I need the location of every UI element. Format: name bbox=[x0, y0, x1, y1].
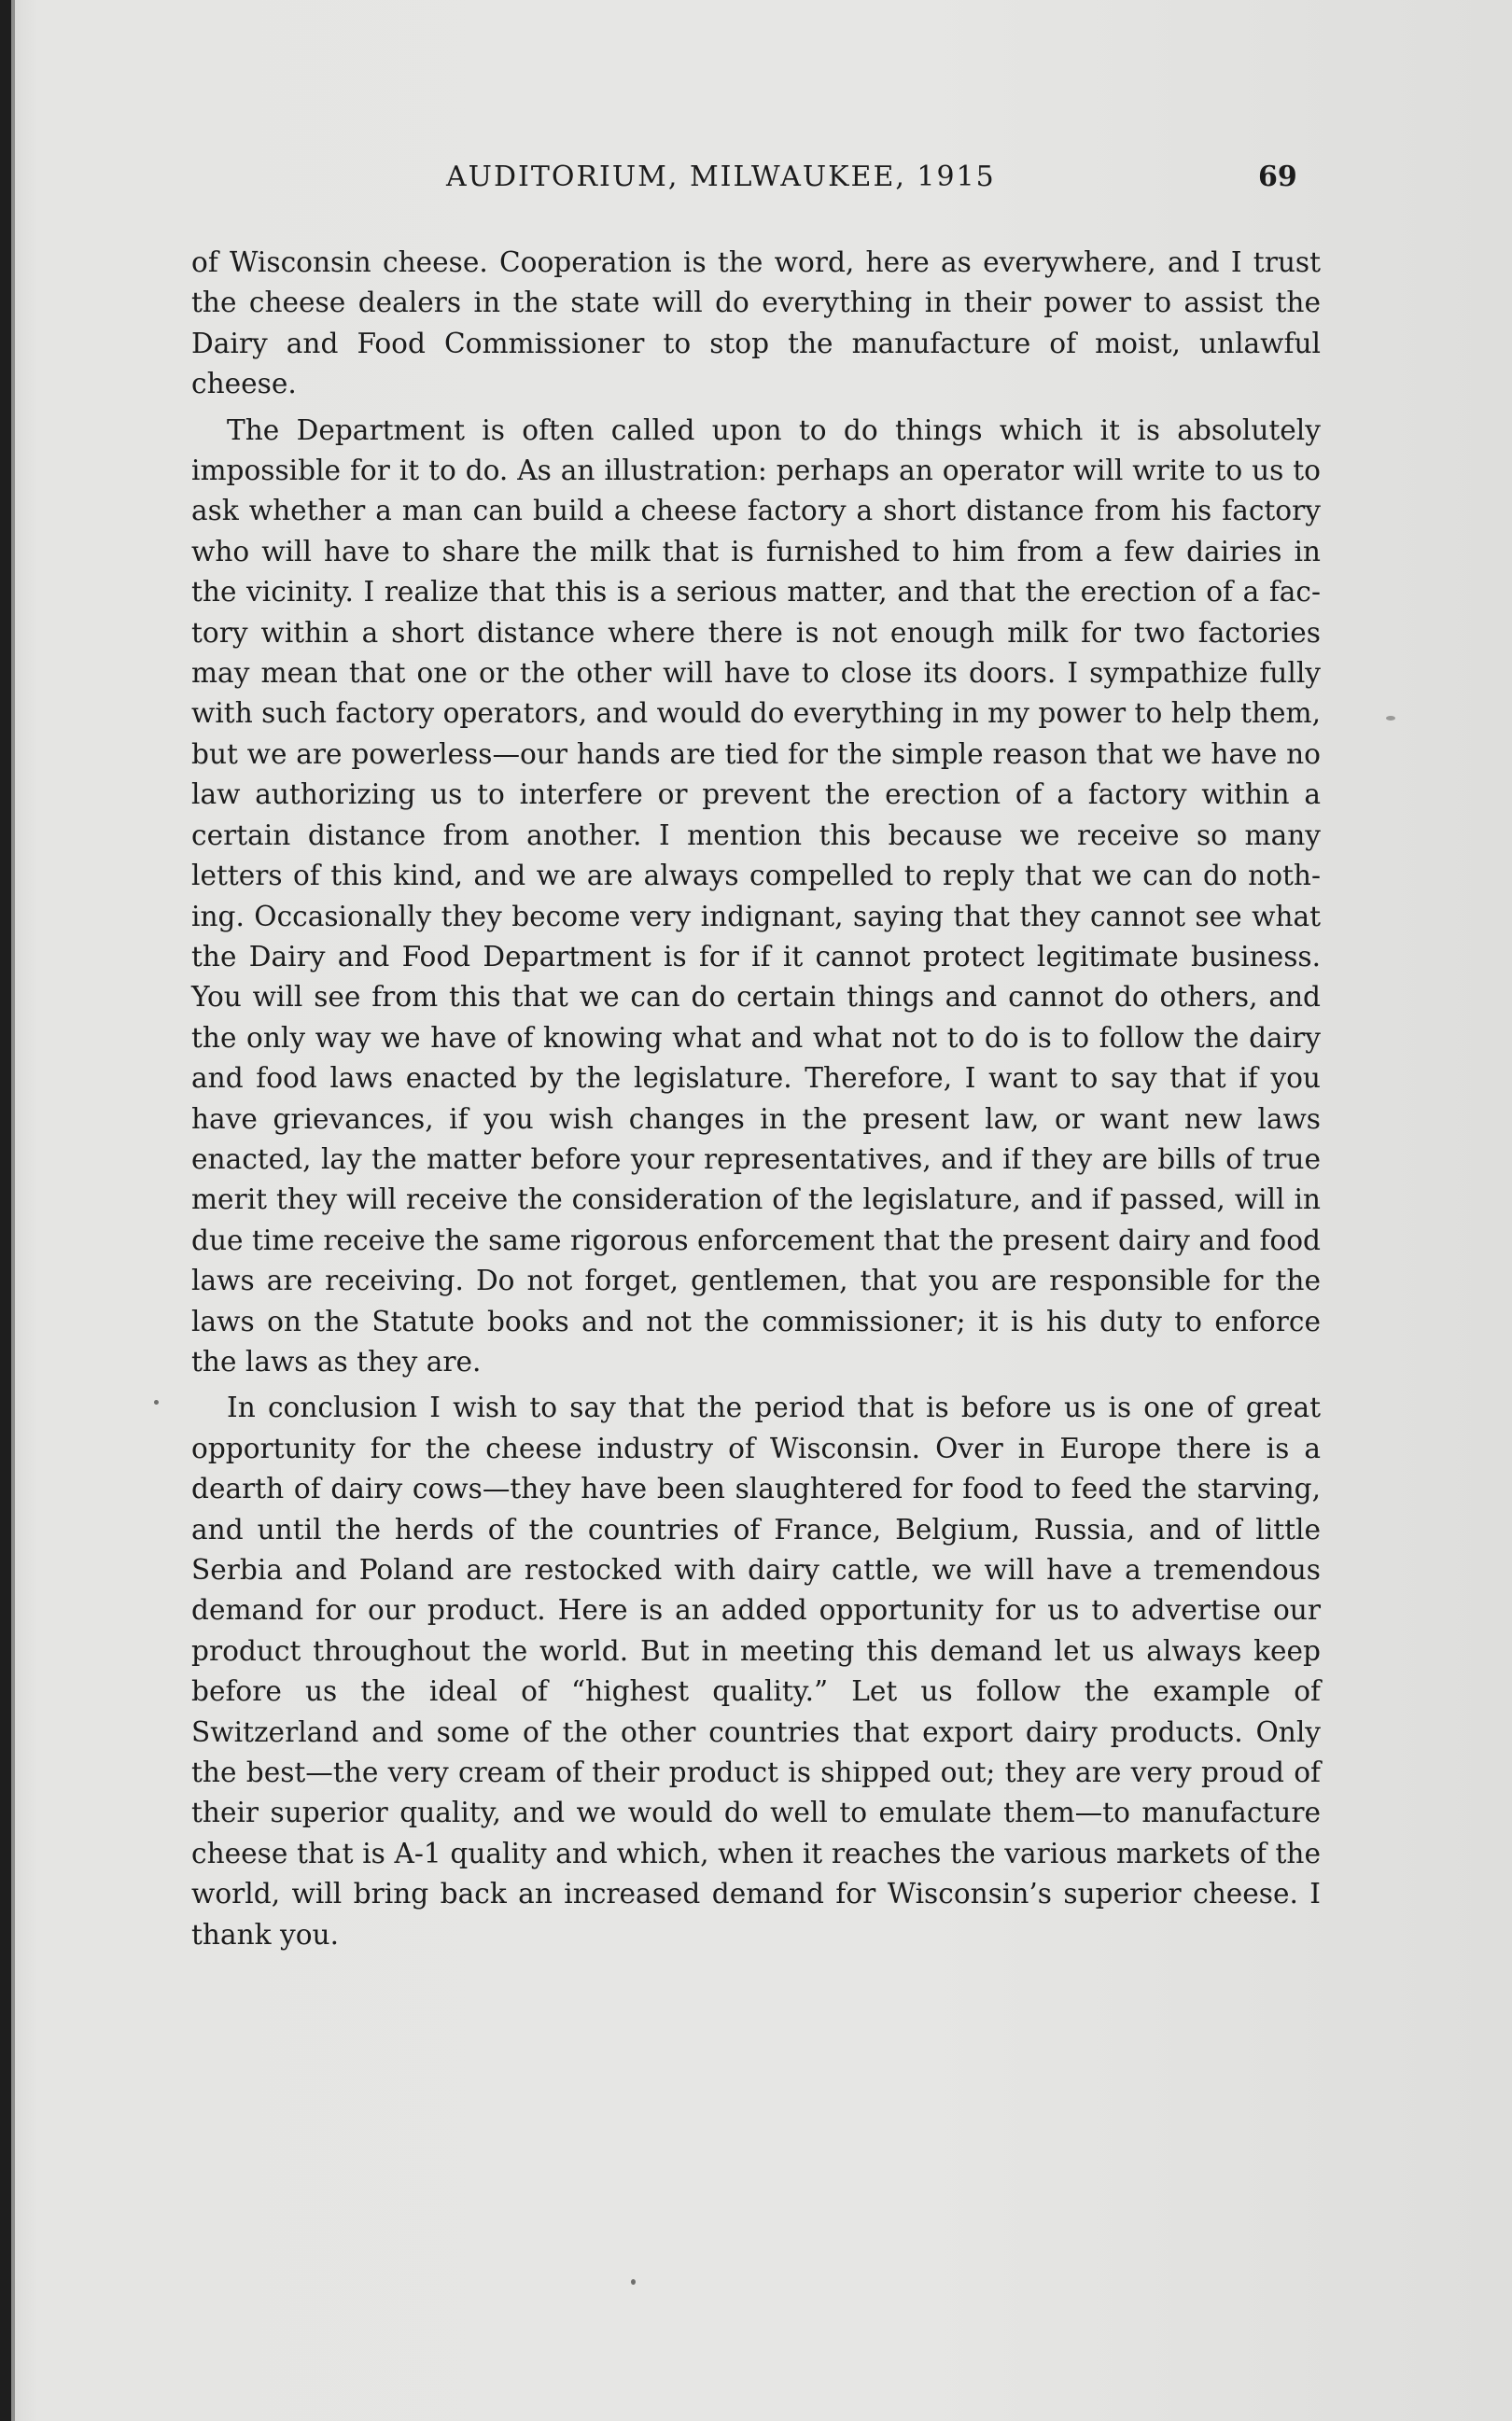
paragraph-department: The Department is often called upon to do things which it is absolutely impossible for it to do. As an illustration: perhaps an operator will write to us to ask whether a man can build a cheese factory a short distance from his factory who will have to share the milk that is furnished to him from a few dairies in the vicinity. I realize that this is a serious matter, and that the erection of a factory within a short distance where there is not enough milk for two factories may mean that one or the other will have to close its doors. I sympathize fully with such factory operators, and would do everything in my power to help them, but we are powerless—our hands are tied for the simple reason that we have no law authorizing us to interfere or prevent the erection of a factory within a certain distance from another. I mention this because we receive so many letters of this kind, and we are always compelled to reply that we can do nothing. Occasionally they become very indignant, saying that they cannot see what the Dairy and Food Department is for if it cannot protect legitimate business. You will see from this that we can do certain things and cannot do others, and the only way we have of knowing what and what not to do is to follow the dairy and food laws enacted by the legislature. Therefore, I want to say that if you have grievances, if you wish changes in the present law, or want new laws enacted, lay the matter before your representatives, and if they are bills of true merit they will receive the consideration of the legislature, and if passed, will in due time receive the same rigorous enforcement that the present dairy and food laws are receiving. Do not forget, gentlemen, that you are responsible for the laws on the Statute books and not the commissioner; it is his duty to enforce the laws as they are. bbox=[191, 413, 1321, 1378]
body-text bbox=[191, 243, 1321, 1961]
paper-speck bbox=[1386, 716, 1395, 721]
binding-gutter-line bbox=[11, 0, 15, 2421]
paragraph-continued: of Wisconsin cheese. Cooperation is the word, here as everywhere, and I trust the cheese dealers in the state will do everything in their power to assist the Dairy and Food Commissioner to stop the manufacture of moist, unlawful cheese. bbox=[191, 246, 1321, 400]
paper-speck bbox=[154, 1400, 159, 1405]
book-binding-edge bbox=[0, 0, 11, 2421]
paper-speck bbox=[631, 2279, 636, 2285]
paragraph-conclusion: In conclusion I wish to say that the period that is before us is one of great opportunity for the cheese industry of Wisconsin. Over in Europe there is a dearth of dairy cows—they have been slaughtered for food to feed the starving, and until the herds of the countries of France, Belgium, Russia, and of little Serbia and Poland are restocked with dairy cattle, we will have a tremendous demand for our product. Here is an added opportunity for us to advertise our product throughout the world. But in meeting this demand let us always keep before us the ideal of “highest quality.” Let us follow the example of Switzerland and some of the other countries that export dairy products. Only the best—the very cream of their product is shipped out; they are very proud of their superior quality, and we would do well to emulate them—to manufacture cheese that is A-1 quality and which, when it reaches the various markets of the world, will bring back an increased demand for Wisconsin’s superior cheese. I thank you. bbox=[191, 1392, 1321, 1951]
running-header bbox=[0, 161, 1512, 207]
page-number: 69 bbox=[1258, 161, 1297, 193]
running-title: AUDITORIUM, MILWAUKEE, 1915 bbox=[446, 161, 996, 193]
